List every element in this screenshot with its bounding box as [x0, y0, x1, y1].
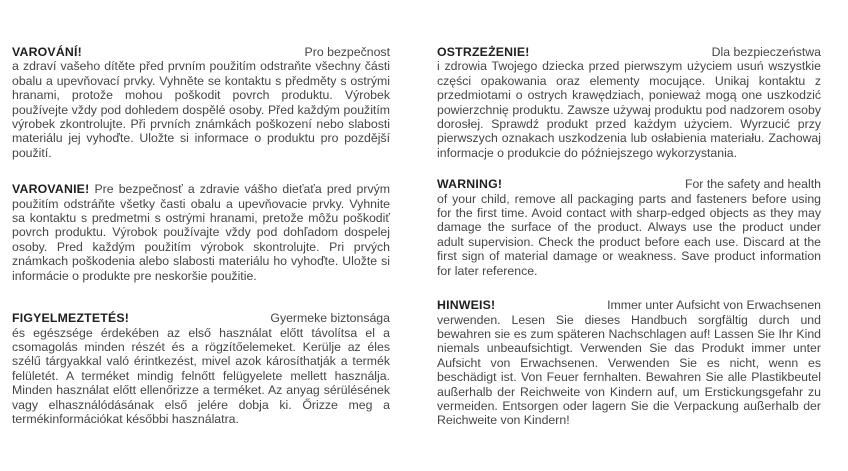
- block-body-hungarian: és egészsége érdekében az első használat előtt távolítsa el a csomagolás minden részét és a rögzítőelemeket. Kerülje az éles szélű tárgyakkal való érintkezést, mivel azok károsíthatják a termék felületét. A terméket mindig felnőtt felügyelete mellett használja. Minden használat előtt ellenőrizze a terméket. Az anyag sérülésének vagy elhasználódásának első jelére dobja ki. Őrizze meg a termékinformációkat későbbi használatra.: [12, 325, 390, 426]
- block-title-line: [437, 45, 821, 59]
- block-lead-german: Immer unter Aufsicht von Erwachsenen: [607, 298, 821, 313]
- block-lead-hungarian: Gyermeke biztonsága: [270, 311, 390, 326]
- warning-block-english: [437, 177, 821, 278]
- warning-block-slovak: [12, 182, 390, 283]
- warning-block-polish: [437, 45, 821, 160]
- block-title-english: WARNING!: [437, 177, 503, 192]
- block-body-czech: a zdraví vašeho dítěte před prvním použitím odstraňte všechny části obalu a upevňovací prvky. Vyhněte se kontaktu s předměty s ostrými hranami, protože mohou poškodit povrch produktu. Výrobek používejte vždy pod dohledem dospělé osoby. Před každým použitím výrobek zkontrolujte. Při prvních známkách poškození nebo slabosti materiálu jej vyhoďte. Uložte si informace o produktu pro pozdější použití.: [12, 59, 390, 160]
- block-title-line: [437, 298, 821, 312]
- block-lead-polish: Dla bezpieczeństwa: [711, 45, 821, 59]
- block-title-polish: OSTRZEŻENIE!: [437, 45, 530, 59]
- block-title-slovak: VAROVANIE!: [12, 182, 90, 197]
- block-body-slovak: [12, 182, 390, 283]
- warning-block-czech: [12, 45, 390, 160]
- block-title-line: [12, 45, 390, 59]
- block-title-czech: VAROVÁNÍ!: [12, 45, 82, 59]
- block-lead-english: For the safety and health: [684, 177, 821, 192]
- block-lead-czech: Pro bezpečnost: [304, 45, 390, 59]
- left-column: [12, 45, 390, 428]
- block-body-text-slovak: Pre bezpečnosť a zdravie vášho dieťaťa pred prvým použitím odstráňte všetky časti obalu a upevňovacie prvky. Vyhnite sa kontaktu s predmetmi s ostrými hranami, pretože môžu poškodiť povrch produktu. Výrobok používajte vždy pod dohľadom dospelej osoby. Pred každým použitím výrobok skontrolujte. Pri prvých známkach poškodenia alebo slabosti materiálu ho vyhoďte. Uložte si informácie o produkte pre neskoršie použitie.: [12, 182, 390, 283]
- block-body-german: verwenden. Lesen Sie dieses Handbuch sorgfältig durch und bewahren sie es zum späteren Nachschlagen auf! Lassen Sie Ihr Kind niemals unbeaufsichtigt. Verwenden Sie das Produkt immer unter Aufsicht von Erwachsenen. Verwenden Sie es nicht, wenn es beschädigt ist. Von Feuer fernhalten. Bewahren Sie alle Plastikbeutel außerhalb der Reichweite von Kindern auf, um Erstickungsgefahr zu vermeiden. Entsorgen oder lagern Sie die Verpackung außerhalb der Reichweite von Kindern!: [437, 312, 821, 428]
- block-title-german: HINWEIS!: [437, 298, 496, 313]
- block-body-polish: i zdrowia Twojego dziecka przed pierwszym użyciem usuń wszystkie części opakowania oraz elementy mocujące. Unikaj kontaktu z przedmiotami o ostrych krawędziach, ponieważ mogą one uszkodzić powierzchnię produktu. Zawsze używaj produktu pod nadzorem osoby dorosłej. Sprawdź produkt przed każdym użyciem. Wyrzucić przy pierwszych oznakach uszkodzenia lub osłabienia materiału. Zachowaj informacje o produkcie do późniejszego wykorzystania.: [437, 59, 821, 160]
- block-body-english: of your child, remove all packaging parts and fasteners before using for the first time. Avoid contact with sharp-edged objects as they may damage the surface of the product. Always use the product under adult supervision. Check the product before each use. Discard at the first sign of material damage or weakness. Save product information for later reference.: [437, 191, 821, 278]
- block-title-line: [437, 177, 821, 191]
- warning-block-hungarian: [12, 311, 390, 426]
- block-title-hungarian: FIGYELMEZTETÉS!: [12, 311, 130, 326]
- right-column: [437, 45, 821, 428]
- warning-block-german: [437, 298, 821, 428]
- block-title-line: [12, 311, 390, 325]
